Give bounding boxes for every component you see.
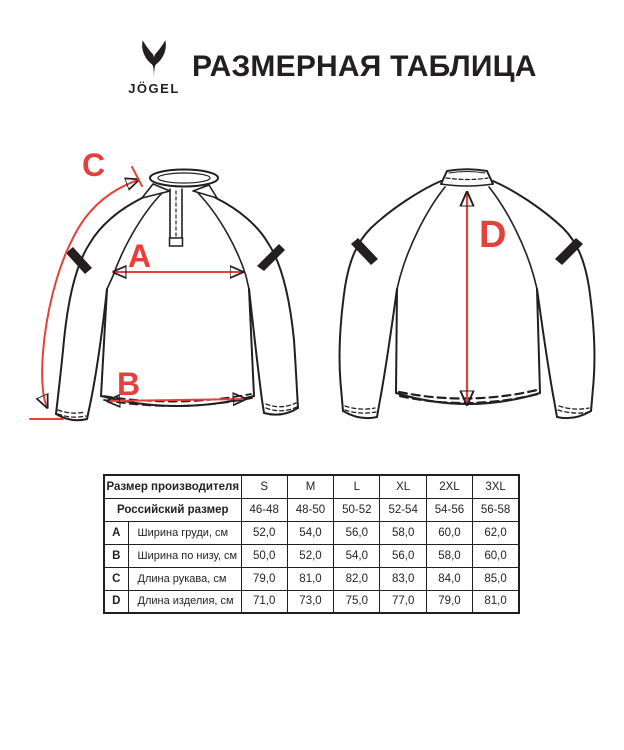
russian-size-label: Российский размер [104, 498, 241, 521]
row-name: Длина рукава, см [128, 567, 241, 590]
row-name: Ширина груди, см [128, 521, 241, 544]
russian-size-value: 50-52 [334, 498, 380, 521]
size-col-header: 3XL [473, 475, 519, 498]
cell-value: 56,0 [380, 544, 426, 567]
cell-value: 60,0 [426, 521, 472, 544]
cell-value: 54,0 [334, 544, 380, 567]
russian-size-value: 52-54 [380, 498, 426, 521]
cell-value: 62,0 [473, 521, 519, 544]
size-col-header: M [287, 475, 333, 498]
front-measurement-arrows [30, 147, 245, 419]
cell-value: 84,0 [426, 567, 472, 590]
front-view-drawing [56, 170, 298, 421]
size-table [103, 474, 520, 614]
manufacturer-size-label: Размер производителя [104, 475, 241, 498]
front-left-shoulder-stripe [66, 247, 92, 274]
table-row-length [104, 590, 519, 613]
cell-value: 71,0 [241, 590, 287, 613]
russian-size-value: 56-58 [473, 498, 519, 521]
manufacturer-size-row [104, 475, 519, 498]
cell-value: 52,0 [287, 544, 333, 567]
size-col-header: S [241, 475, 287, 498]
cell-value: 56,0 [334, 521, 380, 544]
cell-value: 81,0 [473, 590, 519, 613]
russian-size-value: 46-48 [241, 498, 287, 521]
label-c: C [82, 147, 106, 183]
cell-value: 75,0 [334, 590, 380, 613]
row-name: Длина изделия, см [128, 590, 241, 613]
row-letter: A [104, 521, 128, 544]
cell-value: 82,0 [334, 567, 380, 590]
cell-value: 58,0 [380, 521, 426, 544]
cell-value: 83,0 [380, 567, 426, 590]
table-row-sleeve [104, 567, 519, 590]
cell-value: 60,0 [473, 544, 519, 567]
row-name: Ширина по низу, см [128, 544, 241, 567]
back-measurement-arrows [467, 193, 506, 404]
row-letter: D [104, 590, 128, 613]
russian-size-row [104, 498, 519, 521]
size-col-header: XL [380, 475, 426, 498]
cell-value: 54,0 [287, 521, 333, 544]
brand-wordmark: JÖGEL [128, 81, 180, 96]
table-row-chest [104, 521, 519, 544]
label-a: A [128, 238, 152, 274]
cell-value: 58,0 [426, 544, 472, 567]
cell-value: 79,0 [241, 567, 287, 590]
russian-size-value: 48-50 [287, 498, 333, 521]
row-letter: B [104, 544, 128, 567]
cell-value: 52,0 [241, 521, 287, 544]
cell-value: 73,0 [287, 590, 333, 613]
cell-value: 81,0 [287, 567, 333, 590]
row-letter: C [104, 567, 128, 590]
table-row-hem [104, 544, 519, 567]
cell-value: 85,0 [473, 567, 519, 590]
russian-size-value: 54-56 [426, 498, 472, 521]
label-b: B [117, 366, 141, 402]
cell-value: 77,0 [380, 590, 426, 613]
page-title: РАЗМЕРНАЯ ТАБЛИЦА [192, 50, 537, 83]
label-d: D [479, 214, 507, 256]
cell-value: 79,0 [426, 590, 472, 613]
cell-value: 50,0 [241, 544, 287, 567]
size-col-header: L [334, 475, 380, 498]
size-col-header: 2XL [426, 475, 472, 498]
